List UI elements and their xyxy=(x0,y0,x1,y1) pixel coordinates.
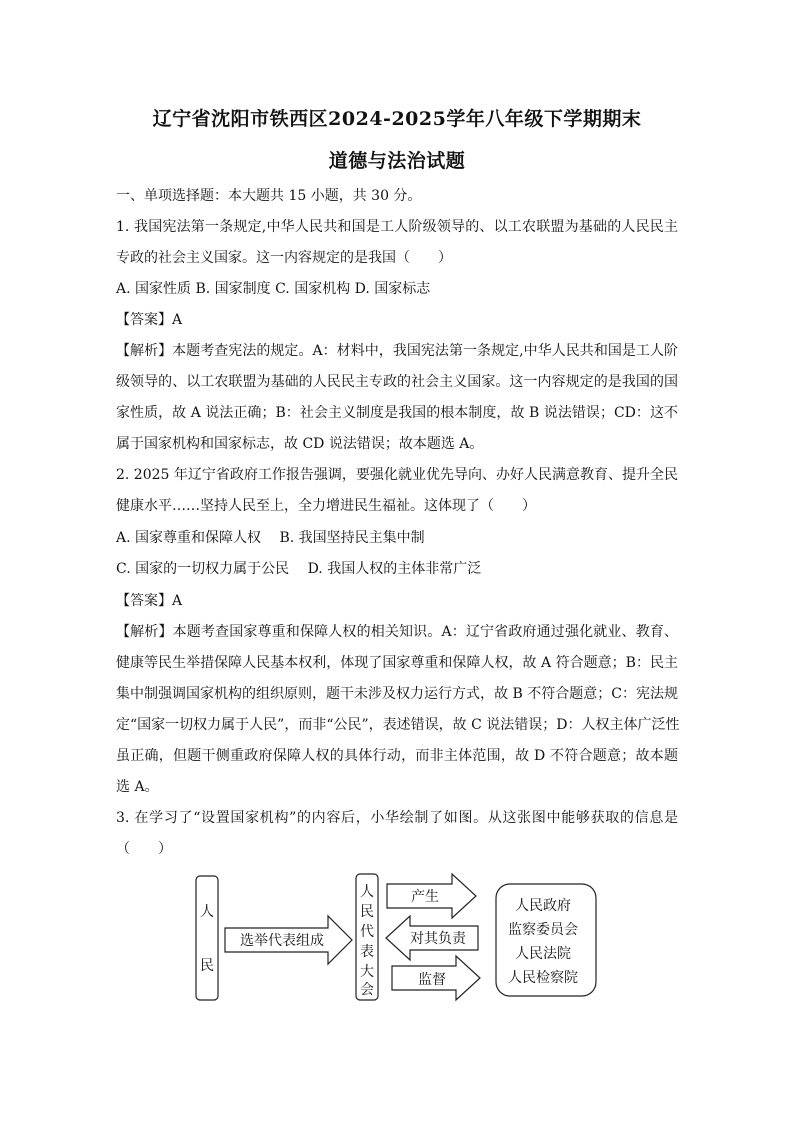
organ-item: 人民法院 xyxy=(515,946,571,962)
state-organs-diagram xyxy=(0,860,794,1020)
npc-char: 民 xyxy=(360,904,374,920)
q2-analysis-line: 集中制强调国家机构的组织原则，题干未涉及权力运行方式，故 B 不符合题意；C：宪法规 xyxy=(116,686,678,702)
people-char: 人 xyxy=(200,904,214,920)
produce-label: 产生 xyxy=(411,889,439,905)
q1-stem-line2: 专政的社会主义国家。这一内容规定的是我国（ ） xyxy=(116,250,452,266)
q1-analysis-line: 家性质，故 A 说法正确；B：社会主义制度是我国的根本制度，故 B 说法错误；CD：这不 xyxy=(116,405,678,421)
q2-answer: 【答案】A xyxy=(116,593,183,609)
doc-title-line2: 道德与法治试题 xyxy=(328,150,466,172)
npc-char: 人 xyxy=(360,884,374,900)
doc-title-line1: 辽宁省沈阳市铁西区2024-2025学年八年级下学期期末 xyxy=(152,108,642,130)
q2-analysis-line: 定“国家一切权力属于人民”，而非“公民”，表述错误，故 C 说法错误；D：人权主体广泛性 xyxy=(116,717,680,733)
q2-analysis-line: 健康等民生举措保障人民基本权利，体现了国家尊重和保障人权，故 A 符合题意；B：民主 xyxy=(116,655,678,671)
q1-answer: 【答案】A xyxy=(116,312,183,328)
q1-options: A. 国家性质 B. 国家制度 C. 国家机构 D. 国家标志 xyxy=(116,281,431,297)
q2-stem-line2: 健康水平……坚持人民至上，全力增进民生福祉。这体现了（ ） xyxy=(116,498,536,514)
people-char: 民 xyxy=(200,958,214,974)
q2-stem-line1: 2. 2025 年辽宁省政府工作报告强调，要强化就业优先导向、办好人民满意教育、提升全民 xyxy=(116,467,678,483)
organ-item: 人民检察院 xyxy=(508,970,578,986)
organ-item: 监察委员会 xyxy=(508,922,578,938)
q2-analysis-line: 选 A。 xyxy=(116,779,159,795)
q2-options-line2: C. 国家的一切权力属于公民 D. 我国人权的主体非常广泛 xyxy=(116,561,482,577)
supervise-label: 监督 xyxy=(418,972,446,988)
npc-char: 表 xyxy=(360,944,374,960)
elect-label: 选举代表组成 xyxy=(240,933,324,949)
people-box xyxy=(196,876,218,1000)
q2-options-line1: A. 国家尊重和保障人权 B. 我国坚持民主集中制 xyxy=(116,530,425,546)
q1-analysis-line: 属于国家机构和国家标志，故 CD 说法错误；故本题选 A。 xyxy=(116,436,484,452)
q2-analysis-line: 虽正确，但题干侧重政府保障人权的具体行动，而非主体范围，故 D 不符合题意；故本题 xyxy=(116,748,678,764)
npc-char: 代 xyxy=(360,924,374,940)
q1-analysis-line: 【解析】本题考查宪法的规定。A：材料中，我国宪法第一条规定,中华人民共和国是工人阶 xyxy=(116,343,678,359)
q1-analysis-line: 级领导的、以工农联盟为基础的人民民主专政的社会主义国家。这一内容规定的是我国的国 xyxy=(116,374,678,390)
q1-stem-line1: 1. 我国宪法第一条规定,中华人民共和国是工人阶级领导的、以工农联盟为基础的人民民主 xyxy=(116,219,678,235)
responsible-label: 对其负责 xyxy=(410,931,466,947)
npc-char: 会 xyxy=(360,982,374,998)
q3-stem-line2: （ ） xyxy=(116,841,172,857)
section-heading: 一、单项选择题：本大题共 15 小题，共 30 分。 xyxy=(116,188,422,204)
q2-analysis-line: 【解析】本题考查国家尊重和保障人权的相关知识。A：辽宁省政府通过强化就业、教育、 xyxy=(116,624,678,640)
q3-stem-line1: 3. 在学习了“设置国家机构”的内容后，小华绘制了如图。从这张图中能够获取的信息是 xyxy=(116,810,678,826)
organ-item: 人民政府 xyxy=(515,898,571,914)
npc-char: 大 xyxy=(360,964,374,980)
